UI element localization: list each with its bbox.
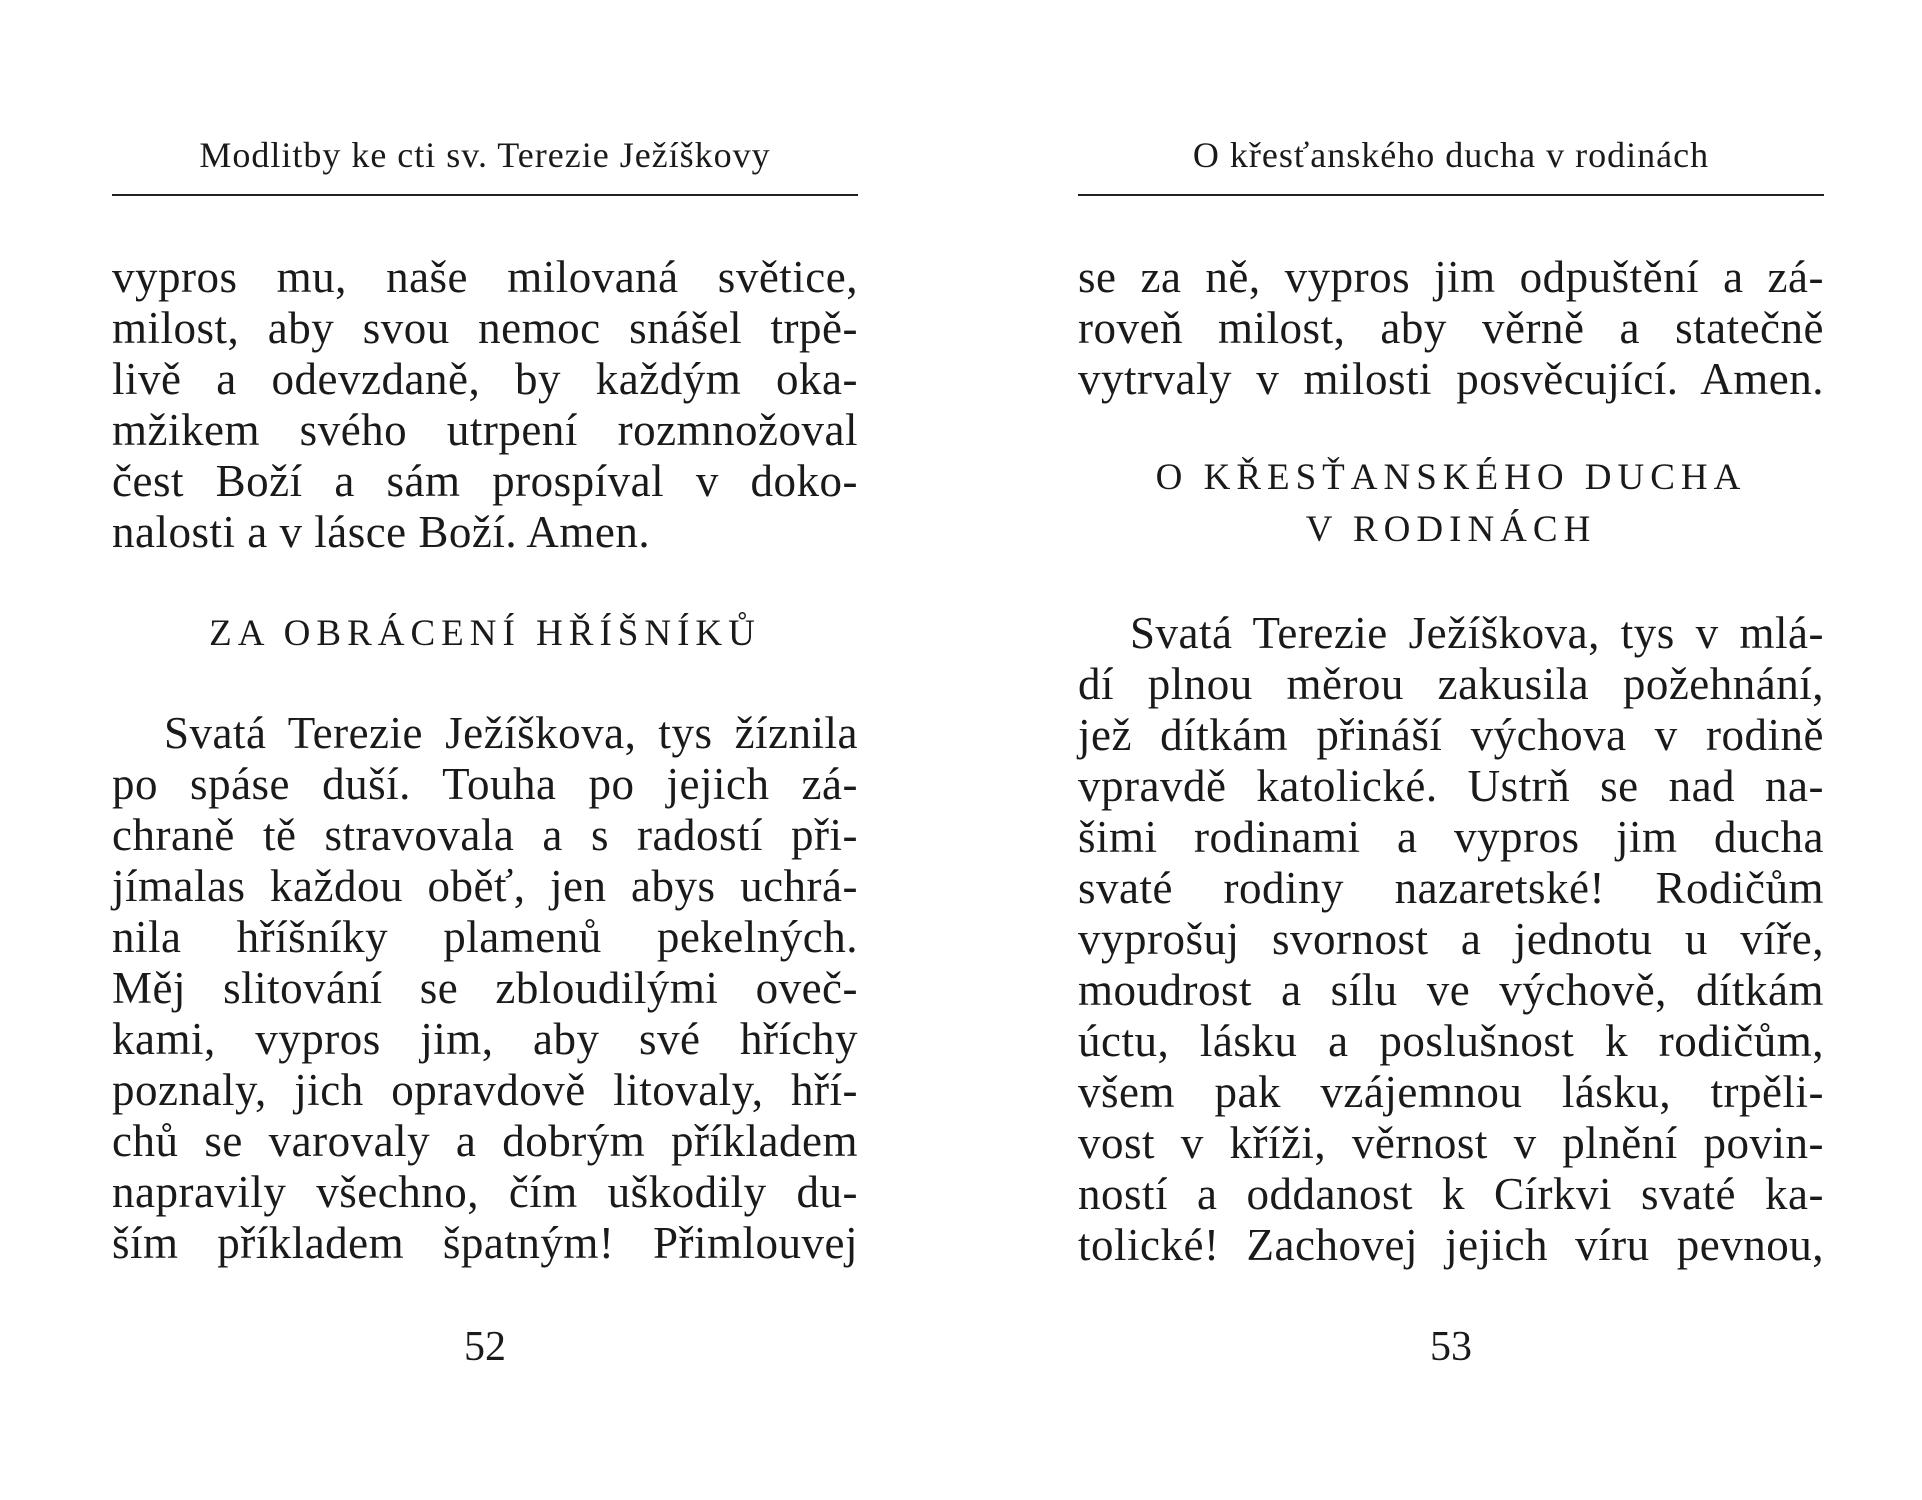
text-line: napravily všechno, čím uškodily du- bbox=[112, 1167, 858, 1217]
text-line: Svatá Terezie Ježíškova, tys v mlá- bbox=[1130, 608, 1824, 658]
text-line: nila hříšníky plamenů pekelných. bbox=[112, 912, 858, 962]
text-line: čest Boží a sám prospíval v doko- bbox=[112, 456, 858, 506]
text-line: úctu, lásku a poslušnost k rodičům, bbox=[1078, 1016, 1824, 1066]
text-line: milost, aby svou nemoc snášel trpě- bbox=[112, 303, 858, 353]
text-line: vpravdě katolické. Ustrň se nad na- bbox=[1078, 761, 1824, 811]
text-line: kami, vypros jim, aby své hříchy bbox=[112, 1014, 858, 1064]
header-rule-right bbox=[1078, 194, 1824, 196]
text-line: vytrvaly v milosti posvěcující. Amen. bbox=[1078, 354, 1824, 404]
text-line: ším příkladem špatným! Přimlouvej bbox=[112, 1218, 858, 1268]
text-line: se za ně, vypros jim odpuštění a zá- bbox=[1078, 252, 1824, 302]
text-line: moudrost a sílu ve výchově, dítkám bbox=[1078, 965, 1824, 1015]
running-head-right: O křesťanského ducha v rodinách bbox=[1192, 135, 1710, 175]
text-line: po spáse duší. Touha po jejich zá- bbox=[112, 759, 858, 809]
section-paragraph-left bbox=[112, 708, 858, 1269]
section-heading-line: V RODINÁCH bbox=[1305, 509, 1597, 550]
text-line: šimi rodinami a vypros jim ducha bbox=[1078, 812, 1824, 862]
text-line: chů se varovaly a dobrým příkladem bbox=[112, 1116, 858, 1166]
text-line: jež dítkám přináší výchova v rodině bbox=[1078, 710, 1824, 760]
page-number-left: 52 bbox=[464, 1324, 506, 1370]
page-number-right: 53 bbox=[1430, 1324, 1472, 1370]
text-line: mžikem svého utrpení rozmnožoval bbox=[112, 405, 858, 455]
continued-paragraph-right bbox=[1078, 252, 1824, 405]
header-rule-left bbox=[112, 194, 858, 196]
section-paragraph-right bbox=[1078, 608, 1824, 1271]
section-heading-line: O KŘESŤANSKÉHO DUCHA bbox=[1155, 457, 1747, 498]
text-line: jímalas každou oběť, jen abys uchrá- bbox=[112, 861, 858, 911]
text-line: vypros mu, naše milovaná světice, bbox=[112, 252, 858, 302]
text-line: Svatá Terezie Ježíškova, tys žíznila bbox=[164, 708, 858, 758]
text-line: poznaly, jich opravdově litovaly, hří- bbox=[112, 1065, 858, 1115]
text-line: dí plnou měrou zakusila požehnání, bbox=[1078, 659, 1824, 709]
running-head-left: Modlitby ke cti sv. Terezie Ježíškovy bbox=[199, 135, 771, 175]
text-line: chraně tě stravovala a s radostí při- bbox=[112, 810, 858, 860]
text-line: všem pak vzájemnou lásku, trpěli- bbox=[1078, 1067, 1824, 1117]
text-line: livě a odevzdaně, by každým oka- bbox=[112, 354, 858, 404]
text-line: Měj slitování se zbloudilými oveč- bbox=[112, 963, 858, 1013]
text-line: ností a oddanost k Církvi svaté ka- bbox=[1078, 1169, 1824, 1219]
right-page bbox=[1078, 0, 1824, 1500]
left-page bbox=[112, 0, 858, 1500]
continued-paragraph-left bbox=[112, 252, 858, 558]
section-heading-left: ZA OBRÁCENÍ HŘÍŠNÍKŮ bbox=[209, 613, 761, 654]
text-line: vyprošuj svornost a jednotu u víře, bbox=[1078, 914, 1824, 964]
text-line: roveň milost, aby věrně a statečně bbox=[1078, 303, 1824, 353]
text-line: tolické! Zachovej jejich víru pevnou, bbox=[1078, 1220, 1824, 1270]
text-line: svaté rodiny nazaretské! Rodičům bbox=[1078, 863, 1824, 913]
text-line: vost v kříži, věrnost v plnění povin- bbox=[1078, 1118, 1824, 1168]
section-heading-right bbox=[1078, 452, 1824, 556]
text-line: nalosti a v lásce Boží. Amen. bbox=[112, 507, 651, 557]
